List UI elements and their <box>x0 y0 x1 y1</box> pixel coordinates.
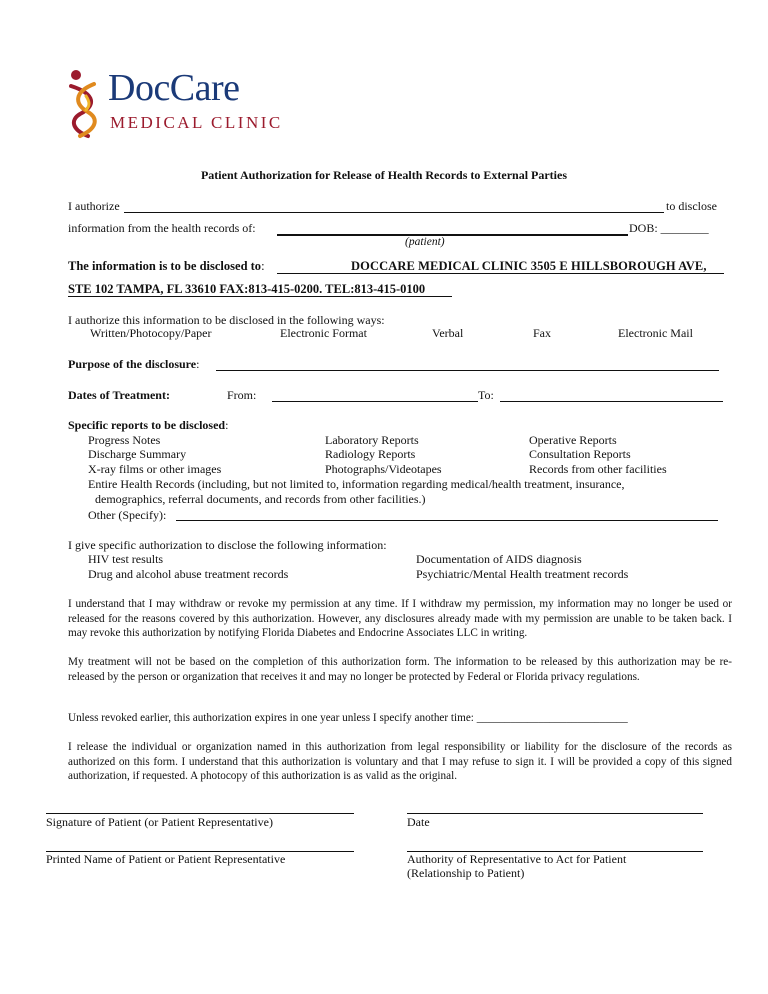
specific-aids[interactable]: Documentation of AIDS diagnosis <box>416 552 582 566</box>
authorize-row <box>68 199 120 214</box>
dob-field[interactable]: DOB: ________ <box>629 221 709 235</box>
records-of-label: information from the health records of: <box>68 221 256 235</box>
logo-subtitle: MEDICAL CLINIC <box>110 113 283 132</box>
disclosed-to-label: The information is to be disclosed to: <box>68 259 265 273</box>
disclosed-to-line1-underline <box>349 273 724 274</box>
report-operative[interactable]: Operative Reports <box>529 433 617 447</box>
dates-to-blank[interactable] <box>500 401 723 402</box>
report-other-label: Other (Specify): <box>88 508 167 522</box>
dates-from-blank[interactable] <box>272 401 478 402</box>
form-title: Patient Authorization for Release of Health Records to External Parties <box>200 168 568 182</box>
specific-psychiatric[interactable]: Psychiatric/Mental Health treatment records <box>416 567 629 581</box>
purpose-label: Purpose of the disclosure: <box>68 357 200 371</box>
date-line[interactable] <box>407 813 703 814</box>
disclosed-to-line2-underline <box>68 296 452 297</box>
disclosed-to-pad <box>277 273 349 274</box>
purpose-blank[interactable] <box>216 370 719 371</box>
disclosed-to-line2: STE 102 TAMPA, FL 33610 FAX:813-415-0200. TEL:813-415-0100 <box>68 282 426 296</box>
report-other-blank[interactable] <box>176 520 718 521</box>
way-option-paper[interactable]: Written/Photocopy/Paper <box>90 326 212 340</box>
report-consultation[interactable]: Consultation Reports <box>529 447 631 461</box>
report-entire-records[interactable]: Entire Health Records (including, but not limited to, information regarding medical/health treatment, insurance, <box>88 477 625 491</box>
report-radiology[interactable]: Radiology Reports <box>325 447 416 461</box>
way-option-fax[interactable]: Fax <box>533 326 551 340</box>
expires-paragraph: Unless revoked earlier, this authorization expires in one year unless I specify another time: ___________________________ <box>68 712 628 724</box>
signature-line[interactable] <box>46 813 354 814</box>
report-entire-records-cont: demographics, referral documents, and records from other facilities.) <box>95 492 426 506</box>
clinic-logo <box>66 66 283 140</box>
release-paragraph: I release the individual or organization named in this authorization from legal responsibility or liability for the disclosure of the records as authorized on this form. I understand that this authorization is voluntary and that I may refuse to sign it. I will be provided a copy of this signed authorization, if requested. A photocopy of this authorization is as valid as the original. <box>68 741 732 782</box>
dates-from-label: From: <box>227 388 257 402</box>
authorize-prefix: I authorize <box>68 199 120 213</box>
authority-sublabel: (Relationship to Patient) <box>407 866 525 880</box>
specific-hiv[interactable]: HIV test results <box>88 552 164 566</box>
authorize-suffix: to disclose <box>666 199 717 213</box>
logo-name: DocCare <box>108 67 240 109</box>
authority-label: Authority of Representative to Act for Patient <box>407 852 627 866</box>
dates-label: Dates of Treatment: <box>68 388 170 402</box>
printed-name-label: Printed Name of Patient or Patient Representative <box>46 852 286 866</box>
disclosed-to-line1: DOCCARE MEDICAL CLINIC 3505 E HILLSBOROUGH AVE, <box>351 259 707 273</box>
report-discharge-summary[interactable]: Discharge Summary <box>88 447 187 461</box>
report-other-facilities[interactable]: Records from other facilities <box>529 462 667 476</box>
specific-drug-alcohol[interactable]: Drug and alcohol abuse treatment records <box>88 567 289 581</box>
treatment-paragraph: My treatment will not be based on the completion of this authorization form. The information to be released by this authorization may be re-released by the person or organization that receives it and may no longer be protected by Federal or Florida privacy regulations. <box>68 656 732 683</box>
authorize-blank[interactable] <box>124 212 664 213</box>
report-progress-notes[interactable]: Progress Notes <box>88 433 161 447</box>
way-option-email[interactable]: Electronic Mail <box>618 326 693 340</box>
patient-name-blank[interactable] <box>277 234 628 236</box>
way-option-electronic[interactable]: Electronic Format <box>280 326 367 340</box>
report-photographs[interactable]: Photographs/Videotapes <box>325 462 442 476</box>
ways-intro: I authorize this information to be disclosed in the following ways: <box>68 313 385 327</box>
date-label: Date <box>407 815 430 829</box>
caduceus-icon <box>66 66 106 140</box>
withdraw-paragraph: I understand that I may withdraw or revoke my permission at any time. If I withdraw my permission, my information may no longer be used or released for the reasons covered by this authorization. However, any disclosures already made with my permission are unable to be taken back. I may revoke this authorization by notifying Florida Diabetes and Endocrine Associates LLC in writing. <box>68 598 732 639</box>
dates-to-label: To: <box>478 388 494 402</box>
specific-intro: I give specific authorization to disclose the following information: <box>68 538 387 552</box>
reports-label: Specific reports to be disclosed: <box>68 418 229 432</box>
way-option-verbal[interactable]: Verbal <box>432 326 464 340</box>
signature-label: Signature of Patient (or Patient Representative) <box>46 815 273 829</box>
patient-note: (patient) <box>405 236 445 248</box>
report-laboratory[interactable]: Laboratory Reports <box>325 433 419 447</box>
report-xray[interactable]: X-ray films or other images <box>88 462 222 476</box>
